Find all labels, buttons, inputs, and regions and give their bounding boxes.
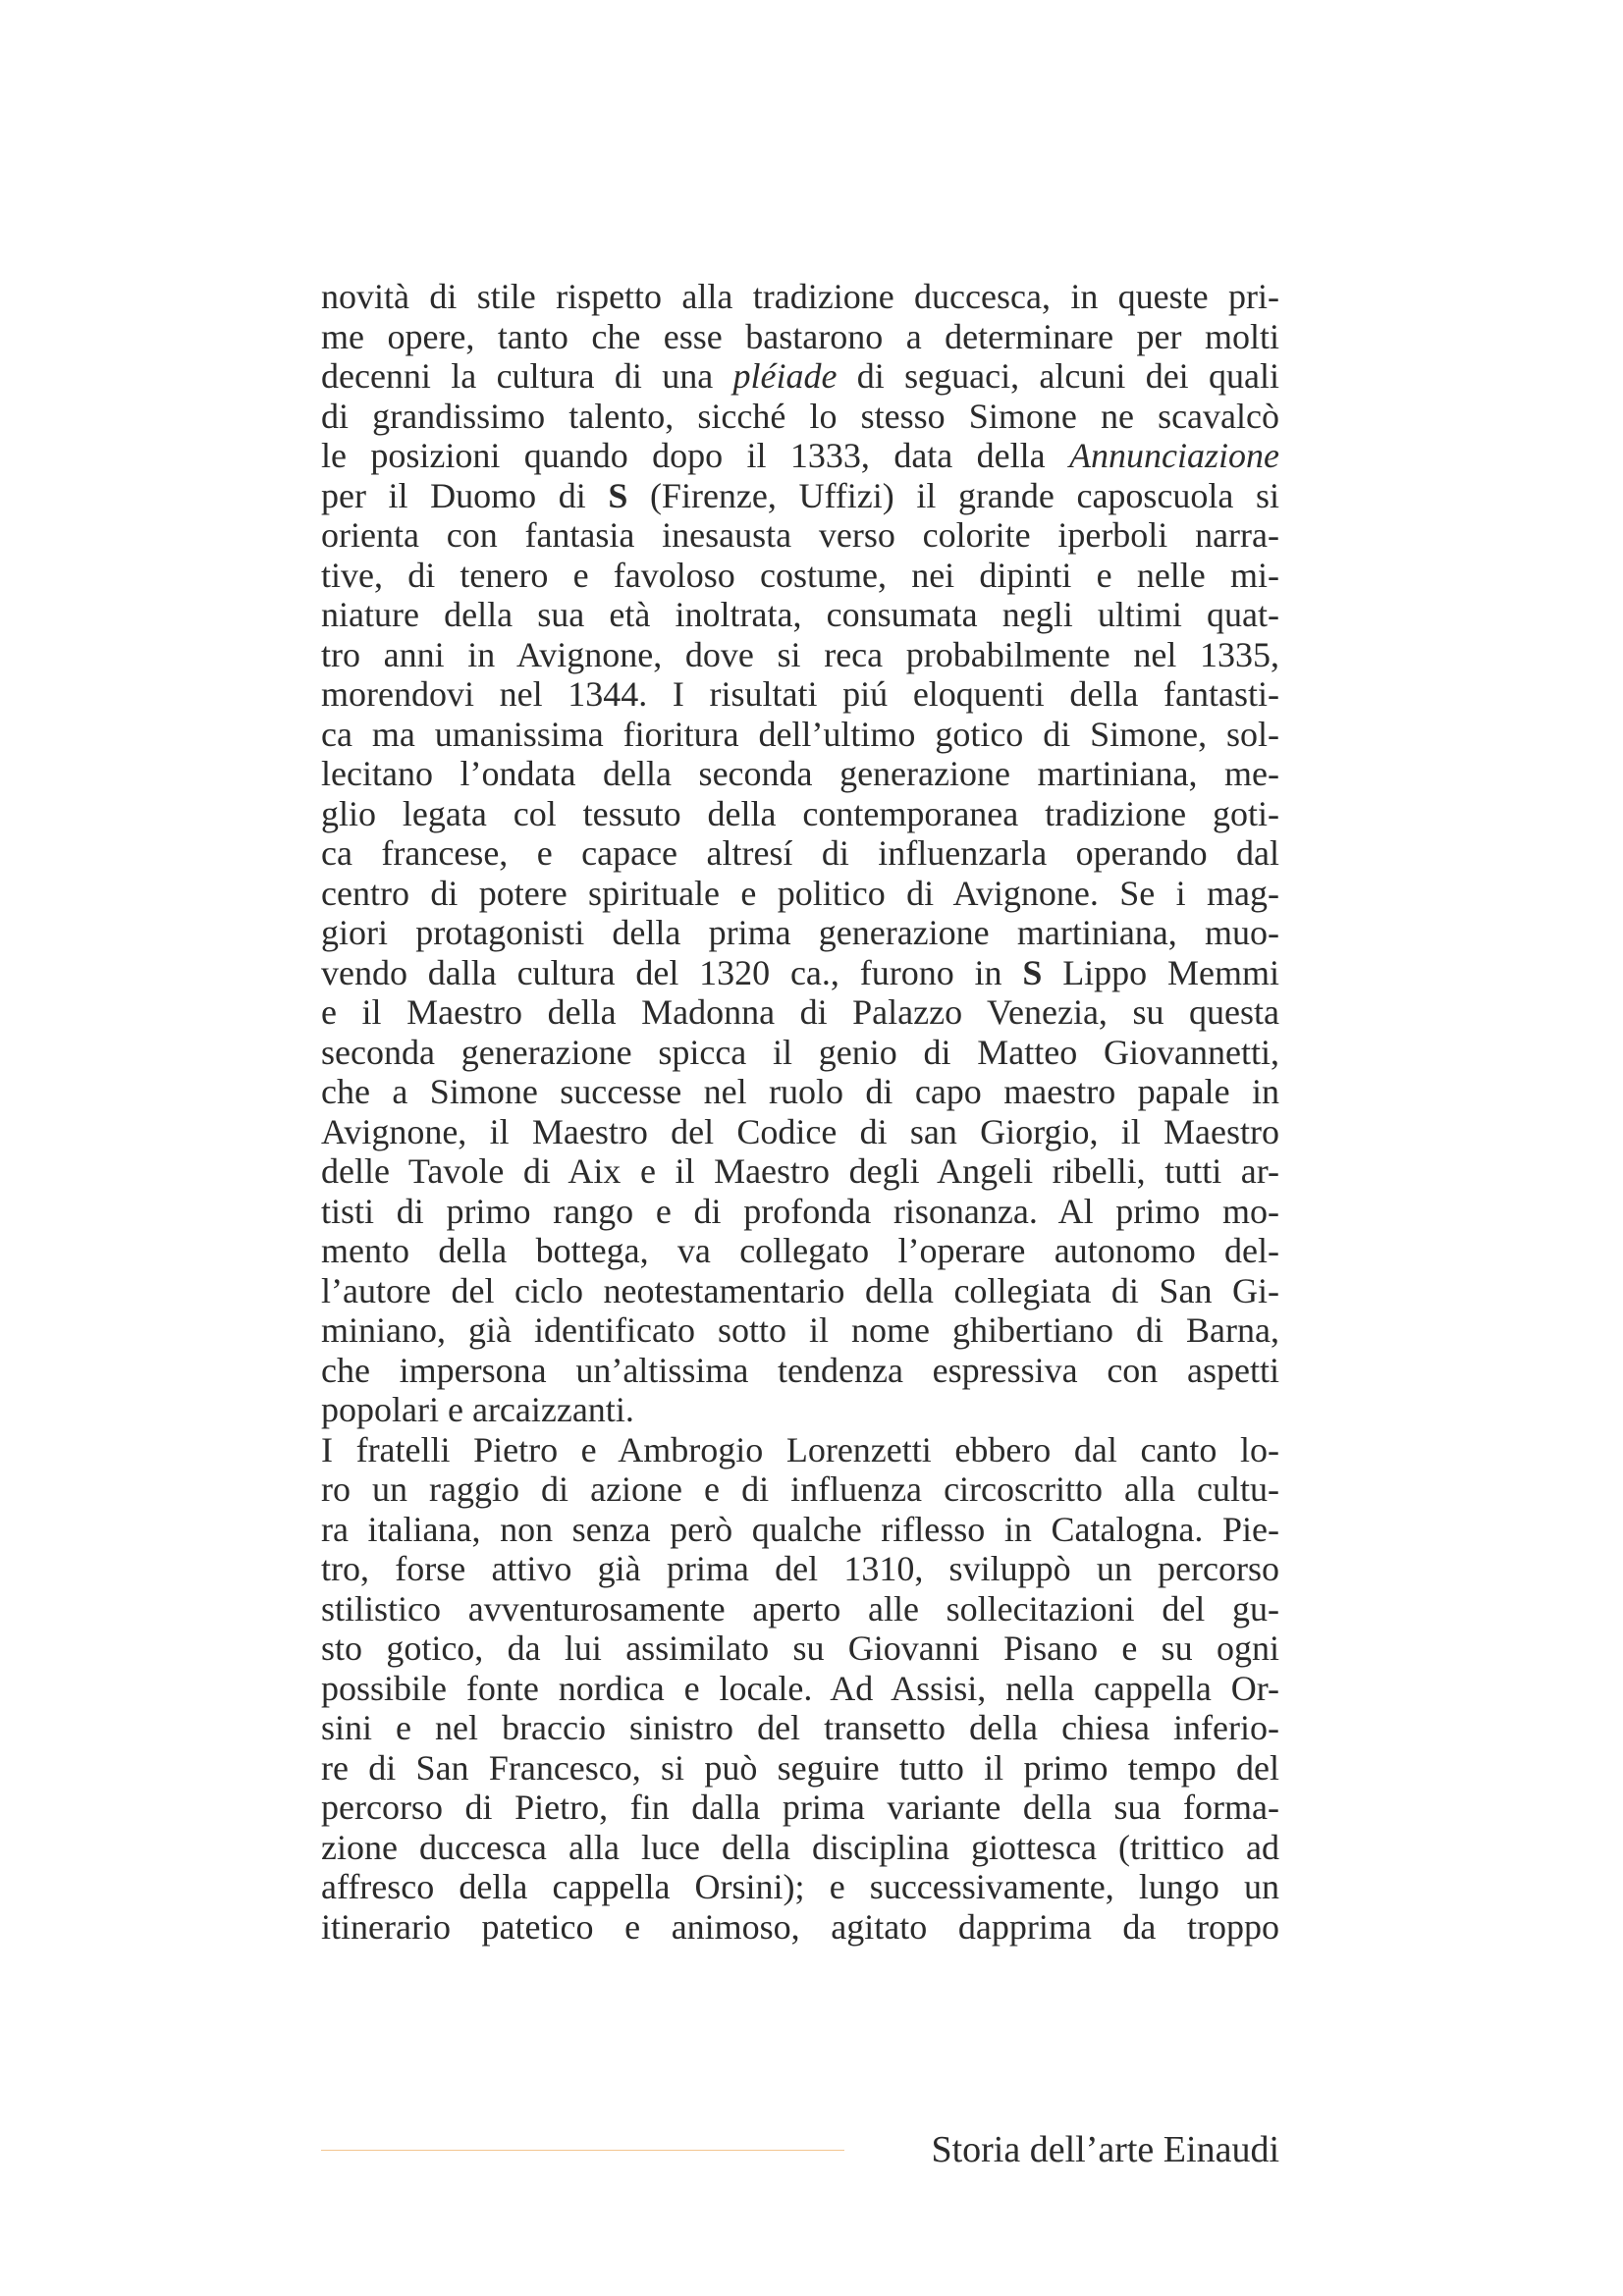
text-segment: glio legata col tessuto della contemporanea tradizione goti- — [321, 793, 1279, 833]
text-segment: decenni la cultura di una — [321, 356, 733, 396]
text-line — [321, 1351, 1279, 1391]
text-segment: percorso di Pietro, fin dalla prima variante della sua forma- — [321, 1788, 1279, 1827]
text-segment: e il Maestro della Madonna di Palazzo Venezia, su questa — [321, 992, 1279, 1032]
footer-rule — [321, 2150, 844, 2151]
text-line — [321, 715, 1279, 755]
text-line — [321, 833, 1279, 874]
text-line — [321, 356, 1279, 397]
text-segment: per il Duomo di — [321, 475, 609, 515]
text-line — [321, 476, 1279, 516]
text-segment: Lippo Memmi — [1042, 952, 1279, 992]
text-segment: (Firenze, Uffizi) il grande caposcuola si — [627, 475, 1279, 515]
text-line — [321, 794, 1279, 834]
text-line — [321, 1430, 1279, 1470]
text-segment: ra italiana, non senza però qualche riflesso in Catalogna. Pie- — [321, 1509, 1279, 1549]
text-line — [321, 754, 1279, 794]
text-segment: mento della bottega, va collegato l’operare autonomo del- — [321, 1231, 1279, 1270]
text-line — [321, 515, 1279, 556]
text-segment: tro anni in Avignone, dove si reca probabilmente nel 1335, — [321, 634, 1279, 674]
italic-term: pléiade — [732, 356, 838, 396]
text-segment: che a Simone successe nel ruolo di capo maestro papale in — [321, 1072, 1279, 1111]
text-line — [321, 1192, 1279, 1232]
text-line — [321, 1669, 1279, 1709]
text-segment: ca ma umanissima fioritura dell’ultimo gotico di Simone, sol- — [321, 714, 1279, 754]
text-segment: stilistico avventurosamente aperto alle sollecitazioni del gu- — [321, 1588, 1279, 1629]
text-line — [321, 397, 1279, 437]
text-line — [321, 436, 1279, 476]
bold-abbrev: S — [1022, 952, 1043, 992]
text-segment: sto gotico, da lui assimilato su Giovanni Pisano e su ogni — [321, 1629, 1279, 1668]
text-segment: Avignone, il Maestro del Codice di san Giorgio, il Maestro — [321, 1111, 1279, 1151]
text-line — [321, 874, 1279, 914]
text-segment: ro un raggio di azione e di influenza circoscritto alla cultu- — [321, 1469, 1279, 1509]
text-line — [321, 277, 1279, 317]
text-segment: zione duccesca alla luce della disciplina giottesca (trittico ad — [321, 1827, 1279, 1867]
text-segment: tro, forse attivo già prima del 1310, sviluppò un percorso — [321, 1549, 1279, 1588]
text-segment: delle Tavole di Aix e il Maestro degli Angeli ribelli, tutti ar- — [321, 1151, 1279, 1191]
text-segment: ca francese, e capace altresí di influenzarla operando dal — [321, 833, 1279, 873]
text-segment: itinerario patetico e animoso, agitato dapprima da troppo — [321, 1906, 1279, 1947]
text-segment: tisti di primo rango e di profonda risonanza. Al primo mo- — [321, 1191, 1279, 1231]
text-line — [321, 992, 1279, 1033]
footer-book-title: Storia dell’arte Einaudi — [931, 2129, 1279, 2170]
text-line — [321, 1510, 1279, 1550]
text-segment: l’autore del ciclo neotestamentario della collegiata di San Gi- — [321, 1270, 1279, 1310]
text-segment: tive, di tenero e favoloso costume, nei dipinti e nelle mi- — [321, 555, 1279, 595]
text-segment: le posizioni quando dopo il 1333, data della — [321, 436, 1070, 475]
text-segment: di seguaci, alcuni dei quali — [837, 356, 1279, 396]
text-segment: popolari e arcaizzanti. — [321, 1390, 634, 1429]
text-line — [321, 1033, 1279, 1073]
text-segment: novità di stile rispetto alla tradizione duccesca, in queste pri- — [321, 277, 1279, 316]
text-line — [321, 1629, 1279, 1669]
text-segment: re di San Francesco, si può seguire tutto il primo tempo del — [321, 1747, 1279, 1788]
text-segment: sini e nel braccio sinistro del transetto della chiesa inferio- — [321, 1708, 1279, 1747]
text-line — [321, 1708, 1279, 1748]
text-line — [321, 1589, 1279, 1629]
text-segment: miniano, già identificato sotto il nome ghibertiano di Barna, — [321, 1310, 1279, 1350]
text-line — [321, 1112, 1279, 1152]
text-segment: centro di potere spirituale e politico di Avignone. Se i mag- — [321, 873, 1279, 913]
text-line — [321, 1788, 1279, 1828]
text-line — [321, 1867, 1279, 1907]
text-line — [321, 595, 1279, 635]
text-line — [321, 1828, 1279, 1868]
text-line — [321, 674, 1279, 715]
text-segment: affresco della cappella Orsini); e successivamente, lungo un — [321, 1867, 1279, 1906]
text-line — [321, 1390, 1279, 1430]
text-line — [321, 1231, 1279, 1271]
text-line — [321, 1310, 1279, 1351]
text-line — [321, 635, 1279, 675]
text-segment: vendo dalla cultura del 1320 ca., furono in — [321, 952, 1023, 992]
text-segment: me opere, tanto che esse bastarono a determinare per molti — [321, 316, 1279, 356]
text-line — [321, 1151, 1279, 1192]
italic-term: Annunciazione — [1069, 436, 1279, 475]
text-line — [321, 1469, 1279, 1510]
text-line — [321, 953, 1279, 993]
text-line — [321, 1748, 1279, 1789]
text-segment: lecitano l’ondata della seconda generazione martiniana, me- — [321, 754, 1279, 793]
text-segment: giori protagonisti della prima generazione martiniana, muo- — [321, 913, 1279, 952]
body-text — [321, 277, 1279, 1947]
text-line — [321, 1907, 1279, 1948]
text-segment: morendovi nel 1344. I risultati piú eloquenti della fantasti- — [321, 674, 1279, 714]
text-segment: niature della sua età inoltrata, consumata negli ultimi quat- — [321, 595, 1279, 634]
text-segment: I fratelli Pietro e Ambrogio Lorenzetti ebbero dal canto lo- — [321, 1429, 1279, 1469]
text-line — [321, 913, 1279, 953]
bold-abbrev: S — [608, 475, 628, 515]
text-segment: che impersona un’altissima tendenza espressiva con aspetti — [321, 1350, 1279, 1390]
text-line — [321, 317, 1279, 357]
text-segment: orienta con fantasia inesausta verso colorite iperboli narra- — [321, 515, 1279, 555]
text-line — [321, 556, 1279, 596]
text-segment: seconda generazione spicca il genio di Matteo Giovannetti, — [321, 1032, 1279, 1072]
text-line — [321, 1549, 1279, 1589]
text-line — [321, 1072, 1279, 1112]
text-line — [321, 1271, 1279, 1311]
text-segment: possibile fonte nordica e locale. Ad Assisi, nella cappella Or- — [321, 1668, 1279, 1708]
text-segment: di grandissimo talento, sicché lo stesso Simone ne scavalcò — [321, 396, 1279, 436]
